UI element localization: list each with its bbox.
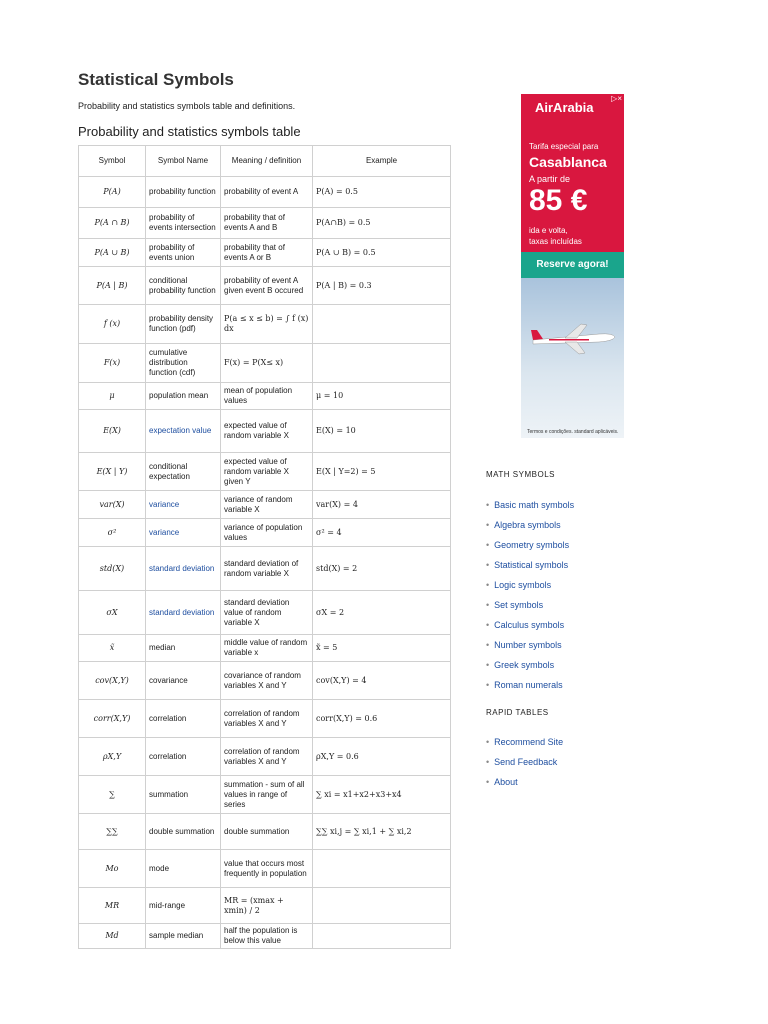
math-symbols-link-label[interactable]: Calculus symbols	[494, 620, 565, 630]
math-symbols-link-label[interactable]: Logic symbols	[494, 580, 552, 590]
meaning-cell: probability that of events A and B	[221, 208, 313, 239]
symbol-name-cell: conditional probability function	[146, 267, 221, 305]
ad-note: ida e volta,	[529, 226, 568, 235]
meaning-cell: correlation of random variables X and Y	[221, 700, 313, 738]
meaning-cell: P(a ≤ x ≤ b) = ∫ f (x) dx	[221, 305, 313, 344]
symbol-name-cell: covariance	[146, 662, 221, 700]
math-symbols-link-label[interactable]: Set symbols	[494, 600, 544, 610]
table-row	[79, 776, 451, 814]
math-symbols-link[interactable]	[486, 600, 574, 620]
symbol-name-cell: double summation	[146, 814, 221, 850]
meaning-cell: value that occurs most frequently in population	[221, 850, 313, 888]
example-cell: E(X) = 10	[313, 410, 451, 453]
rapid-tables-heading: RAPID TABLES	[486, 708, 549, 717]
bullet-icon: •	[486, 680, 490, 690]
bullet-icon: •	[486, 540, 490, 550]
meaning-cell: expected value of random variable X given Y	[221, 453, 313, 491]
bullet-icon: •	[486, 600, 490, 610]
meaning-cell: standard deviation value of random variable X	[221, 591, 313, 635]
page-subtitle: Probability and statistics symbols table and definitions.	[78, 101, 296, 111]
example-cell	[313, 850, 451, 888]
example-cell: cov(X,Y) = 4	[313, 662, 451, 700]
advertisement-banner[interactable]	[521, 94, 624, 438]
symbol-cell: Md	[79, 924, 146, 949]
symbol-cell: ∑	[79, 776, 146, 814]
table-row	[79, 635, 451, 662]
meaning-cell: variance of population values	[221, 519, 313, 547]
example-cell: var(X) = 4	[313, 491, 451, 519]
symbol-cell: P(A)	[79, 177, 146, 208]
symbol-cell: ρX,Y	[79, 738, 146, 776]
symbol-name-cell: probability of events union	[146, 239, 221, 267]
bullet-icon: •	[486, 500, 490, 510]
table-row	[79, 208, 451, 239]
symbol-cell: σX	[79, 591, 146, 635]
meaning-cell: F(x) = P(X≤ x)	[221, 344, 313, 383]
rapid-tables-link-label[interactable]: Send Feedback	[494, 757, 558, 767]
math-symbols-link-label[interactable]: Algebra symbols	[494, 520, 561, 530]
symbol-name-cell: mode	[146, 850, 221, 888]
math-symbols-link[interactable]	[486, 640, 574, 660]
table-row	[79, 888, 451, 924]
symbol-cell: MR	[79, 888, 146, 924]
bullet-icon: •	[486, 737, 490, 747]
symbol-cell: ∑∑	[79, 814, 146, 850]
table-row	[79, 519, 451, 547]
table-row	[79, 453, 451, 491]
rapid-tables-link-label[interactable]: About	[494, 777, 518, 787]
table-row	[79, 814, 451, 850]
ad-header-panel	[521, 94, 624, 252]
symbol-cell: F(x)	[79, 344, 146, 383]
symbol-cell: cov(X,Y)	[79, 662, 146, 700]
section-title: Probability and statistics symbols table	[78, 124, 301, 139]
bullet-icon: •	[486, 580, 490, 590]
header-symbol-name: Symbol Name	[146, 146, 221, 177]
meaning-cell: probability of event A	[221, 177, 313, 208]
rapid-tables-list	[486, 737, 563, 797]
header-symbol: Symbol	[79, 146, 146, 177]
table-row	[79, 491, 451, 519]
math-symbols-link-label[interactable]: Number symbols	[494, 640, 562, 650]
math-symbols-link[interactable]	[486, 560, 574, 580]
bullet-icon: •	[486, 660, 490, 670]
math-symbols-heading: MATH SYMBOLS	[486, 470, 555, 479]
meaning-cell: covariance of random variables X and Y	[221, 662, 313, 700]
symbol-name-cell: probability function	[146, 177, 221, 208]
meaning-cell: probability of event A given event B occured	[221, 267, 313, 305]
example-cell: μ = 10	[313, 383, 451, 410]
math-symbols-link[interactable]	[486, 520, 574, 540]
symbol-cell: corr(X,Y)	[79, 700, 146, 738]
table-row	[79, 738, 451, 776]
example-cell: P(A | B) = 0.3	[313, 267, 451, 305]
meaning-cell: standard deviation of random variable X	[221, 547, 313, 591]
meaning-cell: MR = (xmax + xmin) / 2	[221, 888, 313, 924]
symbol-cell: x̃	[79, 635, 146, 662]
header-example: Example	[313, 146, 451, 177]
math-symbols-list	[486, 500, 574, 700]
ad-cta-button[interactable]: Reserve agora!	[521, 252, 624, 278]
table-row	[79, 344, 451, 383]
example-cell: corr(X,Y) = 0.6	[313, 700, 451, 738]
symbol-cell: P(A ∩ B)	[79, 208, 146, 239]
ad-close-icon[interactable]: ▷×	[611, 94, 622, 103]
symbol-cell: std(X)	[79, 547, 146, 591]
meaning-cell: double summation	[221, 814, 313, 850]
table-row	[79, 591, 451, 635]
example-cell: P(A) = 0.5	[313, 177, 451, 208]
airplane-icon	[529, 318, 619, 358]
example-cell: σX = 2	[313, 591, 451, 635]
table-row	[79, 850, 451, 888]
table-row	[79, 383, 451, 410]
symbol-cell: P(A | B)	[79, 267, 146, 305]
math-symbols-link-label[interactable]: Basic math symbols	[494, 500, 575, 510]
symbol-name-cell: correlation	[146, 738, 221, 776]
example-cell	[313, 888, 451, 924]
symbol-name-cell: median	[146, 635, 221, 662]
meaning-cell: summation - sum of all values in range of series	[221, 776, 313, 814]
example-cell: ρX,Y = 0.6	[313, 738, 451, 776]
example-cell: ∑∑ xi,j = ∑ xi,1 + ∑ xi,2	[313, 814, 451, 850]
table-row	[79, 662, 451, 700]
ad-terms-text: Termos e condições. standard aplicáveis.	[527, 429, 619, 435]
rapid-tables-link[interactable]	[486, 777, 563, 797]
example-cell	[313, 924, 451, 949]
bullet-icon: •	[486, 560, 490, 570]
math-symbols-link[interactable]	[486, 620, 574, 640]
example-cell	[313, 305, 451, 344]
symbol-cell: E(X | Y)	[79, 453, 146, 491]
table-row	[79, 177, 451, 208]
symbol-name-cell: conditional expectation	[146, 453, 221, 491]
math-symbols-link[interactable]	[486, 660, 574, 680]
ad-destination: Casablanca	[529, 154, 607, 170]
math-symbols-link[interactable]	[486, 540, 574, 560]
symbol-name-cell: population mean	[146, 383, 221, 410]
ad-price: 85 €	[529, 184, 588, 217]
table-row	[79, 239, 451, 267]
page-title: Statistical Symbols	[78, 70, 234, 89]
table-row	[79, 410, 451, 453]
table-row	[79, 924, 451, 949]
example-cell: x̃ = 5	[313, 635, 451, 662]
bullet-icon: •	[486, 520, 490, 530]
symbol-name-cell: correlation	[146, 700, 221, 738]
symbol-cell: var(X)	[79, 491, 146, 519]
math-symbols-link-label[interactable]: Geometry symbols	[494, 540, 570, 550]
ad-sky-image	[521, 278, 624, 438]
example-cell: P(A∩B) = 0.5	[313, 208, 451, 239]
symbol-cell: Mo	[79, 850, 146, 888]
meaning-cell: variance of random variable X	[221, 491, 313, 519]
example-cell: ∑ xi = x1+x2+x3+x4	[313, 776, 451, 814]
ad-text-line: Tarifa especial para	[529, 142, 599, 151]
example-cell	[313, 344, 451, 383]
symbol-name-cell[interactable]: expectation value	[146, 410, 221, 453]
example-cell: σ² = 4	[313, 519, 451, 547]
example-cell: std(X) = 2	[313, 547, 451, 591]
bullet-icon: •	[486, 620, 490, 630]
header-meaning: Meaning / definition	[221, 146, 313, 177]
math-symbols-link-label[interactable]: Greek symbols	[494, 660, 555, 670]
example-cell: P(A ∪ B) = 0.5	[313, 239, 451, 267]
symbols-table	[78, 145, 451, 949]
meaning-cell: expected value of random variable X	[221, 410, 313, 453]
ad-note: taxas incluídas	[529, 237, 582, 246]
symbol-name-cell: mid-range	[146, 888, 221, 924]
symbol-cell: f (x)	[79, 305, 146, 344]
symbol-name-cell: probability density function (pdf)	[146, 305, 221, 344]
meaning-cell: mean of population values	[221, 383, 313, 410]
symbol-name-cell[interactable]: variance	[146, 491, 221, 519]
symbol-name-cell: summation	[146, 776, 221, 814]
symbol-name-cell[interactable]: variance	[146, 519, 221, 547]
math-symbols-link[interactable]	[486, 680, 574, 700]
meaning-cell: half the population is below this value	[221, 924, 313, 949]
symbol-name-cell: probability of events intersection	[146, 208, 221, 239]
meaning-cell: middle value of random variable x	[221, 635, 313, 662]
bullet-icon: •	[486, 640, 490, 650]
bullet-icon: •	[486, 777, 490, 787]
symbol-cell: μ	[79, 383, 146, 410]
example-cell: E(X | Y=2) = 5	[313, 453, 451, 491]
rapid-tables-link-label[interactable]: Recommend Site	[494, 737, 564, 747]
math-symbols-link[interactable]	[486, 500, 574, 520]
table-row	[79, 547, 451, 591]
rapid-tables-link[interactable]	[486, 757, 563, 777]
symbol-name-cell[interactable]: standard deviation	[146, 547, 221, 591]
symbol-cell: E(X)	[79, 410, 146, 453]
symbol-name-cell: sample median	[146, 924, 221, 949]
math-symbols-link[interactable]	[486, 580, 574, 600]
math-symbols-link-label[interactable]: Statistical symbols	[494, 560, 569, 570]
table-header-row	[79, 146, 451, 177]
table-row	[79, 267, 451, 305]
symbol-name-cell: cumulative distribution function (cdf)	[146, 344, 221, 383]
rapid-tables-link[interactable]	[486, 737, 563, 757]
math-symbols-link-label[interactable]: Roman numerals	[494, 680, 563, 690]
ad-price-prefix: A partir de	[529, 174, 571, 184]
symbol-name-cell[interactable]: standard deviation	[146, 591, 221, 635]
symbol-cell: σ²	[79, 519, 146, 547]
ad-brand-logo: AirArabia	[535, 100, 594, 115]
meaning-cell: correlation of random variables X and Y	[221, 738, 313, 776]
table-row	[79, 700, 451, 738]
bullet-icon: •	[486, 757, 490, 767]
symbol-cell: P(A ∪ B)	[79, 239, 146, 267]
table-row	[79, 305, 451, 344]
meaning-cell: probability that of events A or B	[221, 239, 313, 267]
